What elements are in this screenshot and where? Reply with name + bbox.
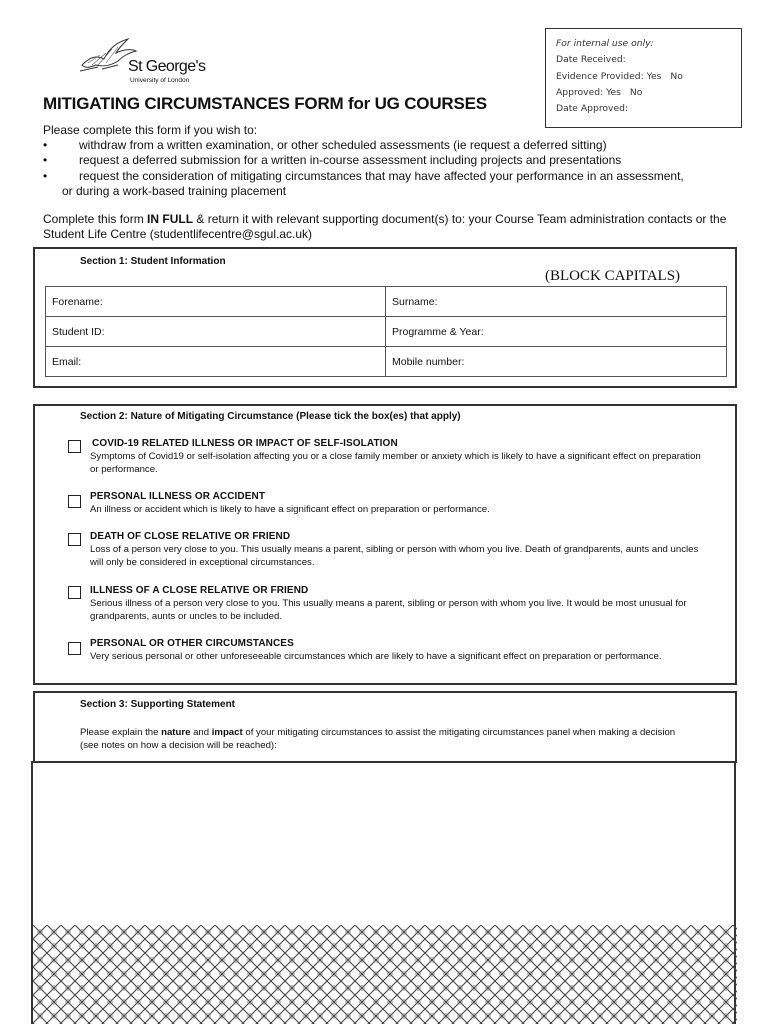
- nature-emphasis: nature: [161, 727, 191, 738]
- logo-name: St George's: [128, 58, 206, 75]
- intro-bullet: • withdraw from a written examination, or other scheduled assessments (ie request a deferred sitting): [43, 138, 748, 153]
- block-capitals-note: (BLOCK CAPITALS): [545, 268, 681, 284]
- intro-lead: Please complete this form if you wish to:: [43, 123, 258, 137]
- covid-checkbox[interactable]: [68, 440, 81, 453]
- evidence-yes[interactable]: Yes: [646, 70, 662, 82]
- option-description: Loss of a person very close to you. This usually means a parent, sibling or person with whom you live. Death of grandparents, aunts and uncles will only be considered in exceptional circumstances.: [90, 544, 699, 568]
- section3-title: Section 3: Supporting Statement: [80, 699, 236, 710]
- s3-text-1: Please explain the: [80, 727, 162, 738]
- programme-year-field[interactable]: Programme & Year:: [386, 317, 727, 347]
- forename-field[interactable]: Forename:: [46, 287, 386, 317]
- option-description: Very serious personal or other unforeseeable circumstances which are likely to have a significant effect on preparation or performance.: [90, 651, 662, 662]
- student-info-table: [45, 286, 727, 377]
- covid-option: [90, 437, 710, 476]
- email-field[interactable]: Email:: [46, 347, 386, 377]
- return-text-1: Complete this form: [43, 212, 148, 226]
- personal-illness-option: [90, 490, 710, 516]
- section2-title: Section 2: Nature of Mitigating Circumstance (Please tick the box(es) that apply): [80, 411, 461, 422]
- evidence-label: Evidence Provided:: [556, 70, 644, 82]
- intro-bullet: • request the consideration of mitigating circumstances that may have affected your performance in an assessment,: [43, 169, 748, 184]
- option-heading: DEATH OF CLOSE RELATIVE OR FRIEND: [90, 531, 291, 542]
- student-id-field[interactable]: Student ID:: [46, 317, 386, 347]
- surname-field[interactable]: Surname:: [386, 287, 727, 317]
- evidence-no[interactable]: No: [670, 70, 683, 82]
- option-heading: PERSONAL OR OTHER CIRCUMSTANCES: [90, 638, 294, 649]
- death-relative-checkbox[interactable]: [68, 533, 81, 546]
- date-approved-label: Date Approved:: [556, 103, 629, 115]
- mobile-number-field[interactable]: Mobile number:: [386, 347, 727, 377]
- date-received-label: Date Received:: [556, 54, 626, 66]
- personal-illness-checkbox[interactable]: [68, 495, 81, 508]
- section-supporting-statement: [33, 691, 737, 763]
- death-relative-option: [90, 530, 710, 569]
- intro-text: [43, 123, 748, 199]
- preview-watermark-pattern: [33, 925, 737, 1024]
- other-circumstances-checkbox[interactable]: [68, 642, 81, 655]
- in-full-emphasis: IN FULL: [147, 212, 194, 226]
- s3-text-2: and: [190, 727, 212, 738]
- option-description: Symptoms of Covid19 or self-isolation affecting you or a close family member or anxiety which is likely to have a significant effect on preparation or performance.: [90, 451, 701, 475]
- form-title: MITIGATING CIRCUMSTANCES FORM for UG COURSES: [43, 94, 487, 113]
- approved-label: Approved:: [556, 86, 604, 98]
- internal-heading: For internal use only:: [556, 38, 654, 49]
- internal-use-box: [545, 28, 742, 128]
- illness-relative-option: [90, 584, 710, 623]
- university-logo: [78, 35, 220, 90]
- intro-bullet-continuation: or during a work-based training placement: [62, 183, 287, 198]
- section1-title: Section 1: Student Information: [80, 256, 226, 267]
- intro-bullet: • request a deferred submission for a written in-course assessment including projects and presentations: [43, 153, 748, 168]
- approved-yes[interactable]: Yes: [606, 86, 621, 98]
- evidence-provided-row: [556, 69, 731, 85]
- return-instructions: [43, 212, 748, 242]
- option-heading: ILLNESS OF A CLOSE RELATIVE OR FRIEND: [90, 585, 309, 596]
- approved-no[interactable]: No: [629, 86, 643, 98]
- impact-emphasis: impact: [211, 727, 243, 738]
- option-heading: COVID-19 RELATED ILLNESS OR IMPACT OF SELF-ISOLATION: [92, 438, 398, 449]
- other-circumstances-option: [90, 637, 710, 663]
- s3-text-3: of your mitigating circumstances to assist the mitigating circumstances panel when making a decision (see notes on how a decision will be reached):: [80, 727, 676, 751]
- approved-row: [556, 85, 731, 101]
- option-description: Serious illness of a person very close to you. This usually means a parent, sibling or person with whom you live. It would be most unusual for grandparents, aunts or uncles to be included.: [90, 598, 687, 622]
- option-heading: PERSONAL ILLNESS OR ACCIDENT: [90, 491, 266, 502]
- option-description: An illness or accident which is likely to have a significant effect on preparation or performance.: [90, 504, 490, 515]
- section-nature-of-circumstance: [33, 404, 737, 685]
- illness-relative-checkbox[interactable]: [68, 586, 81, 599]
- logo-subtitle: University of London: [130, 77, 190, 84]
- section-student-information: [33, 247, 737, 388]
- return-text-2: & return it with relevant supporting document(s) to: your Course Team administration contacts or the Student Life Centre (studentlifecentre@sgul.ac.uk): [43, 212, 727, 241]
- section3-instructions: [80, 726, 680, 752]
